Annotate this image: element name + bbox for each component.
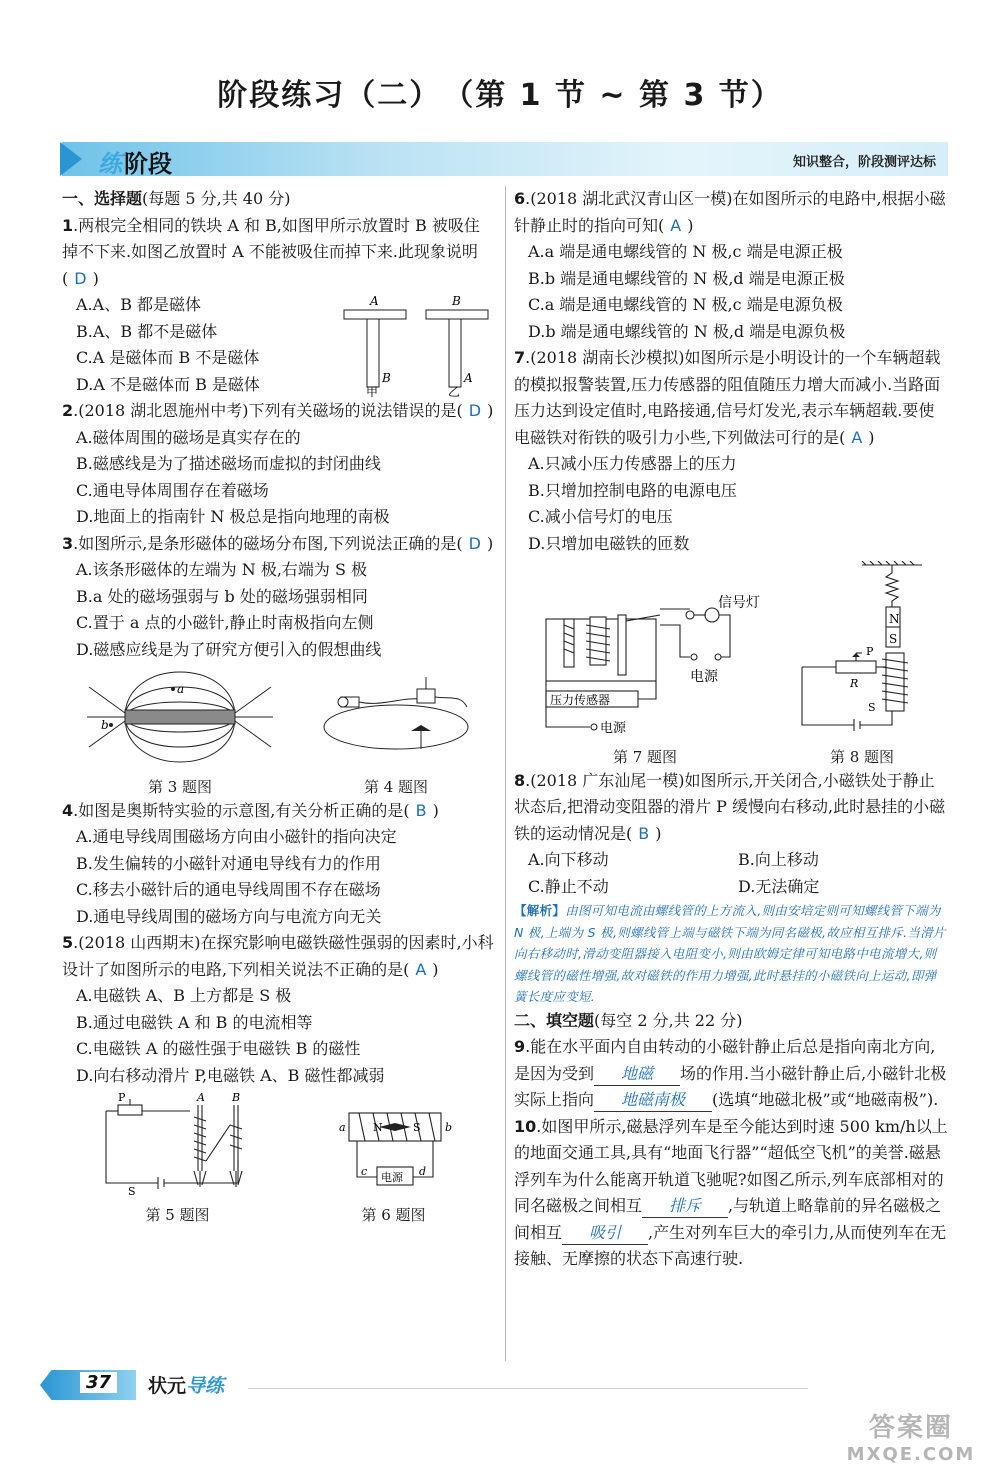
overload-alarm-figure xyxy=(530,577,760,737)
answer: A xyxy=(415,959,427,979)
footer-rule xyxy=(248,1388,808,1389)
fig-label-b: b xyxy=(101,718,109,732)
option: C.电磁铁 A 的磁性强于电磁铁 B 的磁性 xyxy=(76,1039,361,1058)
analysis-text: 由图可知电流由螺线管的上方流入,则由安培定则可知螺线管下端为 N 极,上端为 S 极,则螺线管上端与磁铁下端为同名磁极,故应相互排斥.当滑片向右移动时,滑动变阻器接入电阻变小,则由欧姆定律可知电路中电流增大,则螺线管的磁性增强,故对磁铁的作用力增强,此时悬挂的小磁铁向上运动,即弹簧长度应变短. xyxy=(514,903,946,1004)
fig-label-lamp: 信号灯 xyxy=(718,595,760,611)
option: A.该条形磁体的左端为 N 极,右端为 S 极 xyxy=(76,560,368,579)
magnet-field-figure xyxy=(85,667,275,767)
fill-blank: 吸引 xyxy=(562,1222,648,1245)
question-number: 9 xyxy=(514,1037,526,1056)
section-heading xyxy=(514,1008,948,1035)
option: B.向上移动 xyxy=(738,850,819,869)
option: C.静止不动 xyxy=(528,876,609,896)
question-text: ,产生对列车巨大的牵引力,从而使列车在无接触、无摩擦的状态下高速行驶. xyxy=(514,1222,947,1268)
figure-caption: 第 7 题图 xyxy=(612,747,678,766)
answer: D xyxy=(468,401,482,420)
question-text-end: ) xyxy=(486,533,494,553)
question-text-end: ) xyxy=(655,823,662,843)
column-divider xyxy=(505,186,506,1361)
option: C.减小信号灯的电压 xyxy=(528,507,673,526)
question-number: 1 xyxy=(62,215,74,235)
option: C.a 端是通电螺线管的 N 极,c 端是电源负极 xyxy=(528,295,843,314)
figure-8 xyxy=(792,561,932,768)
fig-label-S: S xyxy=(127,1185,136,1195)
option: C.A 是磁体而 B 不是磁体 xyxy=(76,348,260,367)
fig-label-B: B xyxy=(231,1091,240,1104)
option: A.a 端是通电螺线管的 N 极,c 端是电源正极 xyxy=(528,242,843,261)
figure-7 xyxy=(530,577,760,768)
question-text: 如图是奥斯特实验的示意图,有关分析正确的是( xyxy=(78,800,410,820)
question-text-end: ) xyxy=(432,800,439,820)
question-text: 如图甲所示,磁悬浮列车是至今能达到时速 500 km/h以上的地面交通工具,具有“地面飞行器”“超低空飞机”的美誉.磁悬浮列车为什么能离开轨道飞驰呢?如图乙所示,列车底部相对的同名磁极之间相互 xyxy=(514,1116,948,1215)
option: A.磁体周围的磁场是真实存在的 xyxy=(76,427,301,447)
option: C.通电导体周围存在着磁场 xyxy=(76,480,269,500)
fig-label-d: d xyxy=(418,1165,426,1178)
option: B.发生偏转的小磁针对通电导线有力的作用 xyxy=(76,853,381,873)
question-text-end: ) xyxy=(687,215,694,235)
fig-label-A: A xyxy=(196,1091,205,1104)
fig-label-a-low: A xyxy=(464,371,473,385)
answer: B xyxy=(415,800,427,820)
left-column xyxy=(62,186,494,1226)
fig-label-a: a xyxy=(177,682,185,696)
q1-body xyxy=(62,292,494,398)
fig-label-a-top: A xyxy=(370,294,379,308)
option: D.向右移动滑片 P,电磁铁 A、B 磁性都减弱 xyxy=(76,1065,385,1085)
figure-5 xyxy=(98,1091,258,1226)
figures-5-6 xyxy=(62,1091,494,1226)
watermark xyxy=(836,1412,986,1470)
question-text: (2018 湖北武汉青山区一模)在如图所示的电路中,根据小磁针静止时的指向可知( xyxy=(514,189,946,235)
fig-label-sensor: 压力传感器 xyxy=(550,693,611,707)
analysis-note xyxy=(514,900,948,1008)
question-text: ,与轨道上略靠前的异名磁极之间相互 xyxy=(514,1196,942,1242)
section-heading xyxy=(62,186,494,213)
fig-label-S: S xyxy=(889,632,898,646)
fill-blank: 地磁南极 xyxy=(594,1089,712,1112)
option: B.只增加控制电路的电源电压 xyxy=(528,480,737,500)
question-7: 7.(2018 湖南长沙模拟)如图所示是小明设计的一个车辆超载的模拟报警装置,压力传感器的阻值随压力增大而减小.当路面压力达到设定值时,电路接通,信号灯发光,表示车辆超载.要使电磁铁对衔铁的吸引力小些,下列做法可行的是( A ) xyxy=(514,348,941,447)
figure-caption: 第 3 题图 xyxy=(147,777,213,796)
question-text: (2018 广东汕尾一模)如图所示,开关闭合,小磁铁处于静止状态后,把滑动变阻器的滑片 P 缓慢向右移动,此时悬挂的小磁铁的运动情况是( xyxy=(514,770,946,843)
option: D.磁感应线是为了研究方便引入的假想曲线 xyxy=(76,639,382,659)
question-8: 8.(2018 广东汕尾一模)如图所示,开关闭合,小磁铁处于静止状态后,把滑动变阻器的滑片 P 缓慢向右移动,此时悬挂的小磁铁的运动情况是( B ) xyxy=(514,770,946,843)
fig-label-P: P xyxy=(117,1091,125,1104)
option: D.通电导线周围的磁场方向与电流方向无关 xyxy=(76,906,382,926)
question-number: 10 xyxy=(514,1116,537,1136)
brand-text-1: 状元 xyxy=(148,1375,187,1397)
analysis-tag: 【解析】 xyxy=(514,903,566,918)
q1-options xyxy=(62,292,312,398)
fig-label-c: c xyxy=(360,1165,367,1178)
banner-slogan: 知识整合，阶段测评达标 xyxy=(792,155,936,170)
question-text-end: ) xyxy=(487,401,494,420)
solenoid-compass-figure xyxy=(329,1103,459,1195)
banner-stage-text: 阶段 xyxy=(124,150,172,178)
oersted-figure xyxy=(321,667,471,767)
figure-caption: 第 5 题图 xyxy=(145,1205,210,1224)
option: D.无法确定 xyxy=(738,876,820,896)
banner-lian: 练 xyxy=(98,150,122,178)
fig-label-b-top: B xyxy=(452,294,461,308)
figures-3-4 xyxy=(62,667,494,798)
fig-label-b-low: B xyxy=(382,371,391,385)
q1-figure xyxy=(312,292,492,398)
answer: D xyxy=(468,533,481,553)
option: D.只增加电磁铁的匝数 xyxy=(528,533,690,553)
question-text: 场的作用.当小磁针静止后,小磁针北极实际上指向 xyxy=(514,1063,947,1109)
fig-label-P: P xyxy=(866,645,874,658)
option-row xyxy=(514,874,948,901)
option: B.b 端是通电螺线管的 N 极,d 端是电源正极 xyxy=(528,268,845,288)
figure-caption: 第 6 题图 xyxy=(361,1205,426,1224)
option: C.置于 a 点的小磁针,静止时南极指向左侧 xyxy=(76,613,374,632)
brand xyxy=(148,1371,224,1398)
option: A.向下移动 xyxy=(528,850,609,869)
answer: A xyxy=(851,427,863,447)
answer: A xyxy=(670,215,682,235)
fig-label-jia: 甲 xyxy=(366,385,379,398)
question-2: 2.(2018 湖北恩施州中考)下列有关磁场的说法错误的是( D ) xyxy=(62,401,494,420)
fig-label-switch: S xyxy=(868,701,876,714)
fig-label-S: S xyxy=(412,1121,421,1134)
fig-label-a: a xyxy=(338,1121,346,1134)
section-note: (每题 5 分,共 40 分) xyxy=(142,189,291,208)
question-1: 1.两根完全相同的铁块 A 和 B,如图甲所示放置时 B 被吸住掉不下来.如图乙放置时 A 不能被吸住而掉下来.此现象说明( D ) xyxy=(62,215,480,288)
question-4: 4.如图是奥斯特实验的示意图,有关分析正确的是( B ) xyxy=(62,800,439,820)
fig-label-yi: 乙 xyxy=(448,385,461,398)
figure-4 xyxy=(321,667,471,798)
question-number: 5 xyxy=(62,933,74,952)
option: B.磁感线是为了描述磁场而虚拟的封闭曲线 xyxy=(76,454,381,473)
page-number xyxy=(80,1372,117,1393)
option: B.a 处的磁场强弱与 b 处的磁场强弱相同 xyxy=(76,586,368,606)
option: A.通电导线周围磁场方向由小磁针的指向决定 xyxy=(76,827,397,846)
figure-caption: 第 4 题图 xyxy=(363,777,429,796)
figures-7-8 xyxy=(514,561,948,768)
question-text: 如图所示,是条形磁体的磁场分布图,下列说法正确的是( xyxy=(78,533,463,553)
fill-blank: 排斥 xyxy=(642,1195,728,1218)
electromagnet-circuit-figure xyxy=(98,1091,258,1195)
question-number: 3 xyxy=(62,533,74,553)
watermark-text-1: 答案圈 xyxy=(868,1413,953,1443)
fig-label-b: b xyxy=(444,1121,452,1134)
figure-3 xyxy=(85,667,275,798)
answer: B xyxy=(638,823,650,843)
banner-stage xyxy=(98,144,172,179)
question-number: 7 xyxy=(514,348,526,367)
option-row xyxy=(514,847,948,874)
option: B.通过电磁铁 A 和 B 的电流相等 xyxy=(76,1012,313,1032)
question-10: 10.如图甲所示,磁悬浮列车是至今能达到时速 500 km/h以上的地面交通工具,具有“地面飞行器”“超低空飞机”的美誉.磁悬浮列车为什么能离开轨道飞驰呢?如图乙所示,列车底部相对的同名磁极之间相互 排斥 ,与轨道上略靠前的异名磁极之间相互 吸引 ,产生对列车巨大的牵引力,从而使列车在无接触、无摩擦的状态下高速行驶. xyxy=(514,1116,948,1268)
question-9: 9.能在水平面内自由转动的小磁针静止后总是指向南北方向,是因为受到 地磁 场的作用.当小磁针静止后,小磁针北极实际上指向 地磁南极 (选填“地磁北极”或“地磁南极”). xyxy=(514,1034,948,1114)
arrow-icon xyxy=(60,142,82,176)
question-number: 6 xyxy=(514,189,526,208)
answer: D xyxy=(74,268,87,288)
page-number-text: 37 xyxy=(80,1372,117,1393)
question-text: 两根完全相同的铁块 A 和 B,如图甲所示放置时 B 被吸住掉不下来.如图乙放置时 A 不能被吸住而掉下来.此现象说明( xyxy=(62,215,480,288)
section-title: 一、选择题 xyxy=(62,189,143,208)
question-number: 8 xyxy=(514,770,526,790)
fig-label-N: N xyxy=(372,1121,383,1134)
question-5: 5.(2018 山西期末)在探究影响电磁铁磁性强弱的因素时,小科设计了如图所示的电路,下列相关说法不正确的是( A ) xyxy=(62,933,494,979)
page-title: 阶段练习（二） （第 1 节 ~ 第 3 节） xyxy=(217,78,783,113)
fig-label-source1: 电源 xyxy=(600,721,627,736)
fig-label-source: 电源 xyxy=(380,1171,403,1184)
option: B.A、B 都不是磁体 xyxy=(76,321,218,341)
question-6: 6.(2018 湖北武汉青山区一模)在如图所示的电路中,根据小磁针静止时的指向可知( A ) xyxy=(514,189,946,235)
fig-label-R: R xyxy=(850,677,859,690)
question-text-end: ) xyxy=(432,959,439,979)
question-number: 4 xyxy=(62,800,74,820)
option: A.只减小压力传感器上的压力 xyxy=(528,454,737,473)
fig-label-source2: 电源 xyxy=(690,669,718,685)
page-footer xyxy=(0,1366,1000,1406)
question-text-end: ) xyxy=(868,427,875,447)
question-text: 能在水平面内自由转动的小磁针静止后总是指向南北方向,是因为受到 xyxy=(514,1037,936,1083)
question-3: 3.如图所示,是条形磁体的磁场分布图,下列说法正确的是( D ) xyxy=(62,533,494,553)
figure-caption: 第 8 题图 xyxy=(829,747,895,766)
section-banner xyxy=(62,142,948,176)
option: C.移去小磁针后的通电导线周围不存在磁场 xyxy=(76,880,381,899)
fig-label-N: N xyxy=(889,612,900,626)
fill-blank: 地磁 xyxy=(594,1063,680,1086)
section-title: 二、填空题 xyxy=(514,1010,595,1030)
question-text: (选填“地磁北极”或“地磁南极”). xyxy=(712,1090,939,1109)
figure-6 xyxy=(329,1103,459,1226)
option: A.电磁铁 A、B 上方都是 S 极 xyxy=(76,986,292,1005)
question-text-end: ) xyxy=(92,268,99,288)
watermark-text-2: MXQE.COM xyxy=(846,1444,976,1465)
section-note: (每空 2 分,共 22 分) xyxy=(594,1010,743,1030)
right-column xyxy=(514,186,948,1273)
option: D.b 端是通电螺线管的 N 极,d 端是电源负极 xyxy=(528,321,846,341)
option: A.A、B 都是磁体 xyxy=(76,295,202,314)
question-text: (2018 湖南长沙模拟)如图所示是小明设计的一个车辆超载的模拟报警装置,压力传感器的阻值随压力增大而减小.当路面压力达到设定值时,电路接通,信号灯发光,表示车辆超载.要使电磁铁对衔铁的吸引力小些,下列做法可行的是( xyxy=(514,348,941,447)
question-number: 2 xyxy=(62,401,74,420)
question-text: (2018 湖北恩施州中考)下列有关磁场的说法错误的是( xyxy=(78,401,463,420)
brand-text-2: 导练 xyxy=(186,1375,225,1397)
option: D.地面上的指南针 N 极总是指向地理的南极 xyxy=(76,507,390,526)
question-text: (2018 山西期末)在探究影响电磁铁磁性强弱的因素时,小科设计了如图所示的电路,下列相关说法不正确的是( xyxy=(62,933,494,979)
option: D.A 不是磁体而 B 是磁体 xyxy=(76,374,260,394)
suspended-magnet-figure xyxy=(792,561,932,737)
